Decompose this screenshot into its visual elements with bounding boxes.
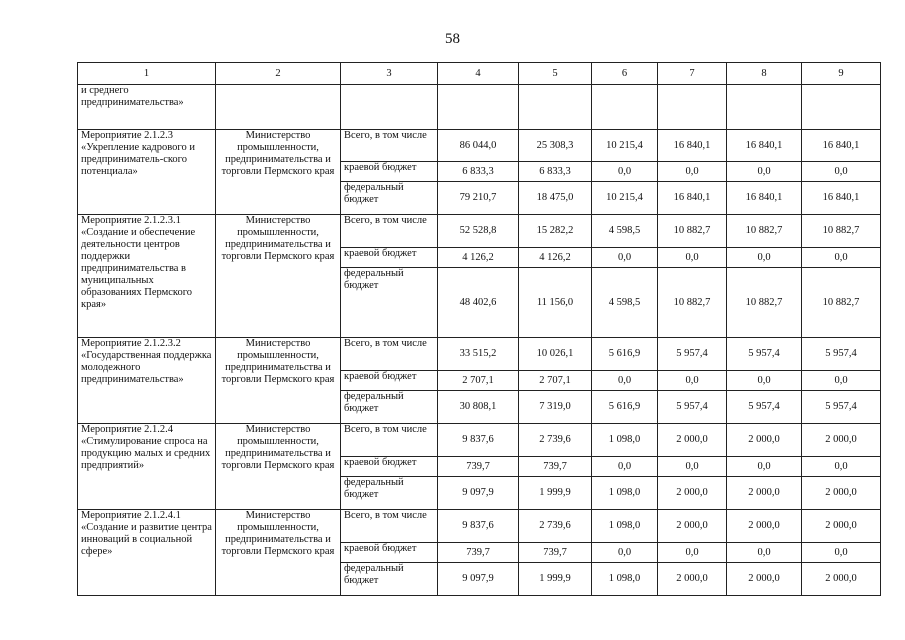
- continued-measure-cell: [78, 85, 216, 130]
- empty-cell: [341, 85, 438, 130]
- amount-cell: 10 882,7: [727, 215, 802, 248]
- amount-cell: 1 098,0: [592, 563, 658, 596]
- amount-cell: 5 957,4: [727, 338, 802, 371]
- continued-row: [78, 85, 881, 130]
- amount-cell: 0,0: [802, 248, 881, 268]
- amount-cell: 2 000,0: [802, 477, 881, 510]
- amount-cell: 0,0: [592, 162, 658, 182]
- amount-cell: 0,0: [658, 543, 727, 563]
- amount-cell: 25 308,3: [519, 130, 592, 162]
- funding-source-cell: Всего, в том числе: [341, 130, 438, 162]
- amount-cell: 2 000,0: [727, 424, 802, 457]
- executor-cell: Министерство промышленности, предпринимательства и торговли Пермского края: [216, 338, 341, 424]
- amount-cell: 5 957,4: [658, 391, 727, 424]
- amount-cell: 30 808,1: [438, 391, 519, 424]
- amount-cell: 2 000,0: [658, 424, 727, 457]
- amount-cell: 9 837,6: [438, 424, 519, 457]
- amount-cell: 9 097,9: [438, 477, 519, 510]
- amount-cell: 2 000,0: [727, 510, 802, 543]
- amount-cell: 10 882,7: [658, 268, 727, 338]
- empty-cell: [438, 85, 519, 130]
- amount-cell: 0,0: [802, 371, 881, 391]
- page-number: 58: [445, 31, 460, 47]
- amount-cell: 10 882,7: [802, 268, 881, 338]
- amount-cell: 15 282,2: [519, 215, 592, 248]
- amount-cell: 5 616,9: [592, 391, 658, 424]
- executor-cell: Министерство промышленности, предпринимательства и торговли Пермского края: [216, 215, 341, 338]
- amount-cell: 2 739,6: [519, 424, 592, 457]
- amount-cell: 2 000,0: [658, 563, 727, 596]
- column-number: 1: [78, 63, 216, 85]
- column-number: 4: [438, 63, 519, 85]
- amount-cell: 4 126,2: [438, 248, 519, 268]
- amount-cell: 2 000,0: [727, 563, 802, 596]
- empty-cell: [592, 85, 658, 130]
- measure-name-cell: Мероприятие 2.1.2.3 «Укрепление кадрового и предприниматель-ского потенциала»: [78, 130, 216, 215]
- amount-cell: 10 215,4: [592, 182, 658, 215]
- amount-cell: 1 098,0: [592, 510, 658, 543]
- funding-source-cell: федеральный бюджет: [341, 182, 438, 215]
- amount-cell: 79 210,7: [438, 182, 519, 215]
- amount-cell: 10 882,7: [658, 215, 727, 248]
- executor-cell: Министерство промышленности, предпринимательства и торговли Пермского края: [216, 424, 341, 510]
- amount-cell: 16 840,1: [658, 182, 727, 215]
- funding-source-cell: Всего, в том числе: [341, 338, 438, 371]
- empty-cell: [658, 85, 727, 130]
- amount-cell: 10 882,7: [802, 215, 881, 248]
- amount-cell: 16 840,1: [802, 130, 881, 162]
- amount-cell: 4 598,5: [592, 215, 658, 248]
- amount-cell: 0,0: [727, 371, 802, 391]
- amount-cell: 16 840,1: [802, 182, 881, 215]
- amount-cell: 0,0: [658, 248, 727, 268]
- amount-cell: 0,0: [727, 248, 802, 268]
- column-number: 5: [519, 63, 592, 85]
- empty-cell: [727, 85, 802, 130]
- amount-cell: 1 098,0: [592, 477, 658, 510]
- measure-name-cell: Мероприятие 2.1.2.3.2 «Государственная поддержка молодежного предпринимательства»: [78, 338, 216, 424]
- column-number: 3: [341, 63, 438, 85]
- column-number: 2: [216, 63, 341, 85]
- amount-cell: 2 000,0: [802, 510, 881, 543]
- amount-cell: 6 833,3: [519, 162, 592, 182]
- funding-source-cell: федеральный бюджет: [341, 563, 438, 596]
- amount-cell: 739,7: [519, 543, 592, 563]
- amount-cell: 1 999,9: [519, 477, 592, 510]
- amount-cell: 7 319,0: [519, 391, 592, 424]
- amount-cell: 52 528,8: [438, 215, 519, 248]
- amount-cell: 0,0: [802, 162, 881, 182]
- funding-source-cell: краевой бюджет: [341, 457, 438, 477]
- amount-cell: 16 840,1: [658, 130, 727, 162]
- amount-cell: 2 000,0: [658, 510, 727, 543]
- measure-name-cell: Мероприятие 2.1.2.3.1 «Создание и обеспечение деятельности центров поддержки предпринимательства в муниципальных образованиях Пермского края»: [78, 215, 216, 338]
- amount-cell: 5 616,9: [592, 338, 658, 371]
- amount-cell: 0,0: [727, 457, 802, 477]
- column-number-row: [78, 63, 881, 85]
- amount-cell: 2 739,6: [519, 510, 592, 543]
- budget-row: [78, 510, 881, 543]
- amount-cell: 48 402,6: [438, 268, 519, 338]
- funding-source-cell: федеральный бюджет: [341, 391, 438, 424]
- funding-source-cell: Всего, в том числе: [341, 215, 438, 248]
- budget-table: [77, 62, 881, 596]
- amount-cell: 11 156,0: [519, 268, 592, 338]
- amount-cell: 2 707,1: [519, 371, 592, 391]
- amount-cell: 10 215,4: [592, 130, 658, 162]
- amount-cell: 0,0: [592, 457, 658, 477]
- amount-cell: 2 000,0: [802, 424, 881, 457]
- amount-cell: 0,0: [802, 457, 881, 477]
- column-number: 7: [658, 63, 727, 85]
- amount-cell: 0,0: [592, 371, 658, 391]
- amount-cell: 33 515,2: [438, 338, 519, 371]
- amount-cell: 5 957,4: [802, 391, 881, 424]
- amount-cell: 10 026,1: [519, 338, 592, 371]
- empty-cell: [216, 85, 341, 130]
- amount-cell: 0,0: [727, 543, 802, 563]
- amount-cell: 2 707,1: [438, 371, 519, 391]
- executor-cell: Министерство промышленности, предпринимательства и торговли Пермского края: [216, 130, 341, 215]
- funding-source-cell: Всего, в том числе: [341, 424, 438, 457]
- amount-cell: 2 000,0: [727, 477, 802, 510]
- amount-cell: 0,0: [727, 162, 802, 182]
- empty-cell: [802, 85, 881, 130]
- budget-row: [78, 338, 881, 371]
- funding-source-cell: краевой бюджет: [341, 543, 438, 563]
- empty-cell: [519, 85, 592, 130]
- amount-cell: 5 957,4: [658, 338, 727, 371]
- amount-cell: 5 957,4: [727, 391, 802, 424]
- measure-name-cell: Мероприятие 2.1.2.4 «Стимулирование спроса на продукцию малых и средних предприятий»: [78, 424, 216, 510]
- column-number: 6: [592, 63, 658, 85]
- amount-cell: 4 126,2: [519, 248, 592, 268]
- amount-cell: 6 833,3: [438, 162, 519, 182]
- amount-cell: 0,0: [658, 162, 727, 182]
- amount-cell: 16 840,1: [727, 182, 802, 215]
- amount-cell: 4 598,5: [592, 268, 658, 338]
- column-number: 8: [727, 63, 802, 85]
- amount-cell: 86 044,0: [438, 130, 519, 162]
- amount-cell: 739,7: [519, 457, 592, 477]
- measure-name-cell: Мероприятие 2.1.2.4.1 «Создание и развитие центра инноваций в социальной сфере»: [78, 510, 216, 596]
- amount-cell: 2 000,0: [658, 477, 727, 510]
- amount-cell: 1 098,0: [592, 424, 658, 457]
- continued-measure-text: и среднего предпринимательства»: [81, 85, 184, 108]
- funding-source-cell: федеральный бюджет: [341, 268, 438, 338]
- funding-source-cell: Всего, в том числе: [341, 510, 438, 543]
- amount-cell: 0,0: [802, 543, 881, 563]
- amount-cell: 0,0: [592, 543, 658, 563]
- budget-row: [78, 424, 881, 457]
- amount-cell: 10 882,7: [727, 268, 802, 338]
- amount-cell: 9 097,9: [438, 563, 519, 596]
- column-number: 9: [802, 63, 881, 85]
- amount-cell: 16 840,1: [727, 130, 802, 162]
- executor-cell: Министерство промышленности, предпринимательства и торговли Пермского края: [216, 510, 341, 596]
- funding-source-cell: краевой бюджет: [341, 248, 438, 268]
- funding-source-cell: краевой бюджет: [341, 162, 438, 182]
- budget-row: [78, 215, 881, 248]
- amount-cell: 0,0: [592, 248, 658, 268]
- amount-cell: 2 000,0: [802, 563, 881, 596]
- amount-cell: 1 999,9: [519, 563, 592, 596]
- amount-cell: 0,0: [658, 371, 727, 391]
- amount-cell: 5 957,4: [802, 338, 881, 371]
- funding-source-cell: краевой бюджет: [341, 371, 438, 391]
- amount-cell: 0,0: [658, 457, 727, 477]
- amount-cell: 18 475,0: [519, 182, 592, 215]
- amount-cell: 9 837,6: [438, 510, 519, 543]
- amount-cell: 739,7: [438, 457, 519, 477]
- funding-source-cell: федеральный бюджет: [341, 477, 438, 510]
- budget-row: [78, 130, 881, 162]
- amount-cell: 739,7: [438, 543, 519, 563]
